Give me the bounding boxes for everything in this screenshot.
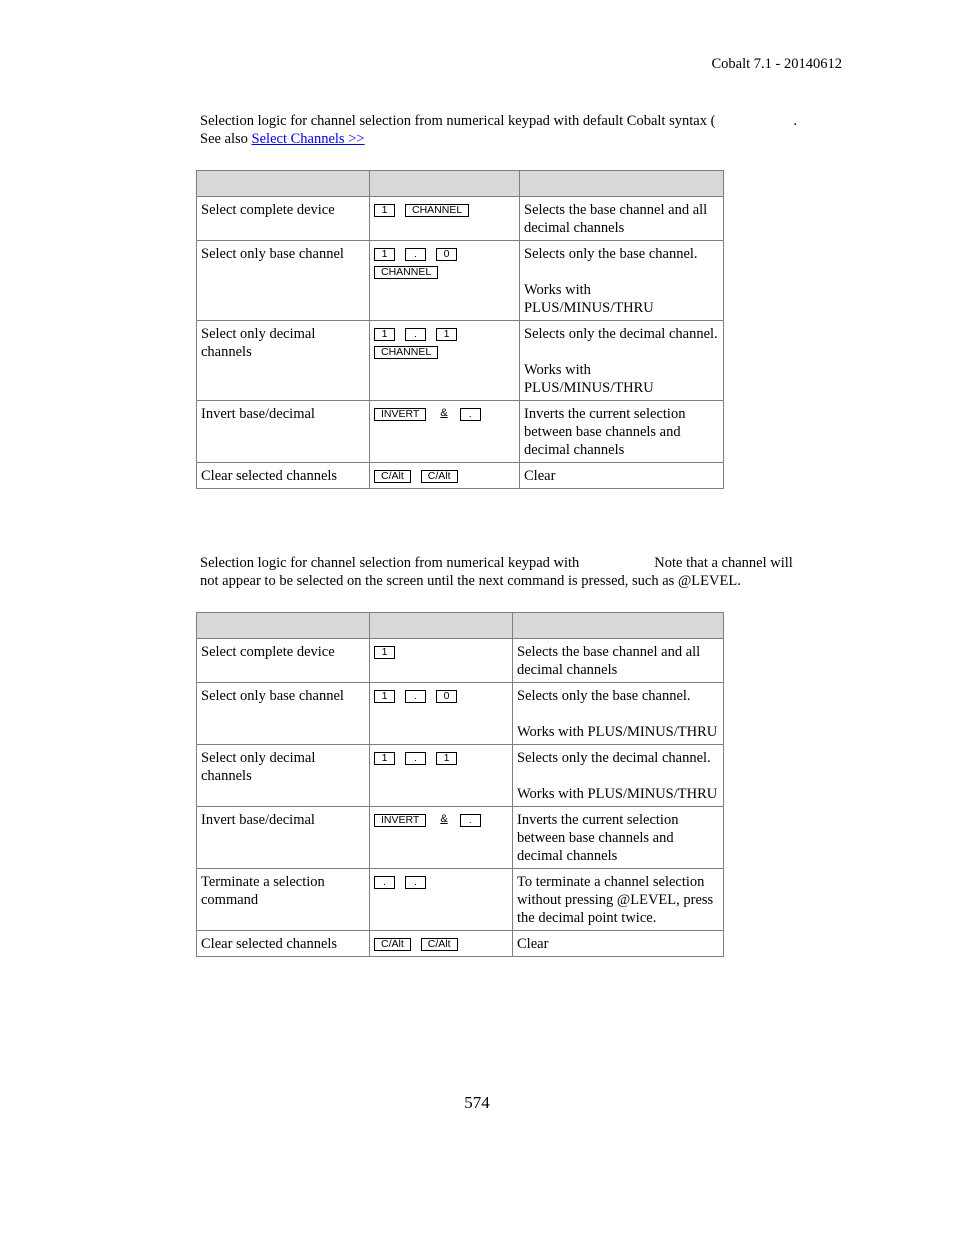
action-cell: Select only decimal channels [197, 745, 370, 807]
keys-cell [370, 683, 513, 745]
keypad-key: . [460, 408, 481, 421]
header-cell [197, 171, 370, 197]
keypad-key: 1 [374, 646, 395, 659]
result-paragraph: Selects only the decimal channel. [524, 326, 718, 342]
keys-cell [370, 639, 513, 683]
keypad-key: 1 [374, 328, 395, 341]
keypad-key: 1 [436, 328, 457, 341]
keypad-key: INVERT [374, 408, 426, 421]
table-header-row [197, 171, 724, 197]
ampersand-symbol: & [440, 813, 448, 825]
keys-cell [370, 241, 520, 321]
result-cell [513, 807, 724, 869]
table-row [197, 869, 724, 931]
keypad-key: 0 [436, 248, 457, 261]
keys-cell [370, 463, 520, 489]
table-row [197, 807, 724, 869]
result-cell [520, 197, 724, 241]
keypad-key: 1 [374, 752, 395, 765]
keypad-key: C/Alt [421, 938, 458, 951]
header-cell [197, 613, 370, 639]
keypad-key: CHANNEL [405, 204, 469, 217]
table-row [197, 321, 724, 401]
keypad-key: 1 [374, 690, 395, 703]
result-cell [513, 931, 724, 957]
ampersand-symbol: & [440, 407, 448, 419]
select-channels-link[interactable]: Select Channels >> [251, 131, 365, 147]
result-cell [513, 745, 724, 807]
table-row [197, 401, 724, 463]
keypad-key: CHANNEL [374, 266, 438, 279]
keypad-key: CHANNEL [374, 346, 438, 359]
keys-cell [370, 745, 513, 807]
keypad-key: 1 [436, 752, 457, 765]
intro-2-line1: Selection logic for channel selection from numerical keypad with [200, 555, 580, 571]
keys-cell [370, 401, 520, 463]
intro-1-end: . [793, 113, 798, 129]
keypad-key: . [405, 876, 426, 889]
action-cell: Clear selected channels [197, 463, 370, 489]
action-cell: Select complete device [197, 639, 370, 683]
action-cell: Select only base channel [197, 683, 370, 745]
selection-table-default [196, 170, 724, 489]
result-cell [513, 683, 724, 745]
keypad-key: INVERT [374, 814, 426, 827]
keypad-key: C/Alt [374, 938, 411, 951]
keys-cell [370, 807, 513, 869]
table2-body [197, 639, 724, 957]
result-paragraph: To terminate a channel selection without pressing @LEVEL, press the decimal point twice. [517, 874, 714, 926]
keypad-key: . [405, 328, 426, 341]
table-row [197, 639, 724, 683]
result-paragraph: Selects only the base channel. [517, 688, 691, 704]
keypad-key: 1 [374, 248, 395, 261]
table-row [197, 463, 724, 489]
result-paragraph: Selects only the decimal channel. [517, 750, 711, 766]
result-paragraph: Inverts the current selection between base channels and decimal channels [517, 812, 679, 864]
result-cell [513, 869, 724, 931]
result-paragraph: Clear [524, 468, 556, 484]
keypad-key: . [405, 752, 426, 765]
result-paragraph: Selects the base channel and all decimal channels [524, 202, 708, 236]
header-cell [370, 613, 513, 639]
table-row [197, 931, 724, 957]
action-cell: Clear selected channels [197, 931, 370, 957]
action-cell: Select only decimal channels [197, 321, 370, 401]
result-paragraph: Selects only the base channel. [524, 246, 698, 262]
action-cell: Invert base/decimal [197, 401, 370, 463]
header-cell [520, 171, 724, 197]
result-paragraph: Works with PLUS/MINUS/THRU [524, 282, 654, 316]
header-cell [513, 613, 724, 639]
table-row [197, 241, 724, 321]
intro-2-line1-end: Note that a channel will [654, 555, 793, 571]
result-cell [520, 401, 724, 463]
result-paragraph: Works with PLUS/MINUS/THRU [517, 724, 718, 740]
document-header: Cobalt 7.1 - 20140612 [711, 56, 842, 72]
header-cell [370, 171, 520, 197]
result-cell [520, 321, 724, 401]
keypad-key: . [405, 690, 426, 703]
table-row [197, 683, 724, 745]
table-header-row [197, 613, 724, 639]
intro-paragraph-2 [200, 554, 840, 590]
table1-body [197, 197, 724, 489]
page-number: 574 [464, 1093, 490, 1112]
table-row [197, 197, 724, 241]
keys-cell [370, 197, 520, 241]
intro-1-see-also: See also [200, 131, 252, 147]
result-paragraph: Works with PLUS/MINUS/THRU [517, 786, 718, 802]
keypad-key: C/Alt [374, 470, 411, 483]
action-cell: Invert base/decimal [197, 807, 370, 869]
keys-cell [370, 321, 520, 401]
result-cell [520, 241, 724, 321]
action-cell: Terminate a selection command [197, 869, 370, 931]
action-cell: Select complete device [197, 197, 370, 241]
keypad-key: 0 [436, 690, 457, 703]
keypad-key: 1 [374, 204, 395, 217]
intro-1-text: Selection logic for channel selection from numerical keypad with default Cobalt syntax ( [200, 113, 716, 129]
keypad-key: . [460, 814, 481, 827]
keys-cell [370, 869, 513, 931]
result-cell [520, 463, 724, 489]
keypad-key: . [405, 248, 426, 261]
result-paragraph: Inverts the current selection between base channels and decimal channels [524, 406, 686, 458]
table-row [197, 745, 724, 807]
keypad-key: . [374, 876, 395, 889]
intro-2-line2: not appear to be selected on the screen until the next command is pressed, such as @LEVEL. [200, 573, 741, 589]
result-paragraph: Clear [517, 936, 549, 952]
result-cell [513, 639, 724, 683]
action-cell: Select only base channel [197, 241, 370, 321]
intro-paragraph-1 [200, 112, 840, 148]
keys-cell [370, 931, 513, 957]
keypad-key: C/Alt [421, 470, 458, 483]
selection-table-alternate [196, 612, 724, 957]
result-paragraph: Selects the base channel and all decimal channels [517, 644, 701, 678]
result-paragraph: Works with PLUS/MINUS/THRU [524, 362, 654, 396]
